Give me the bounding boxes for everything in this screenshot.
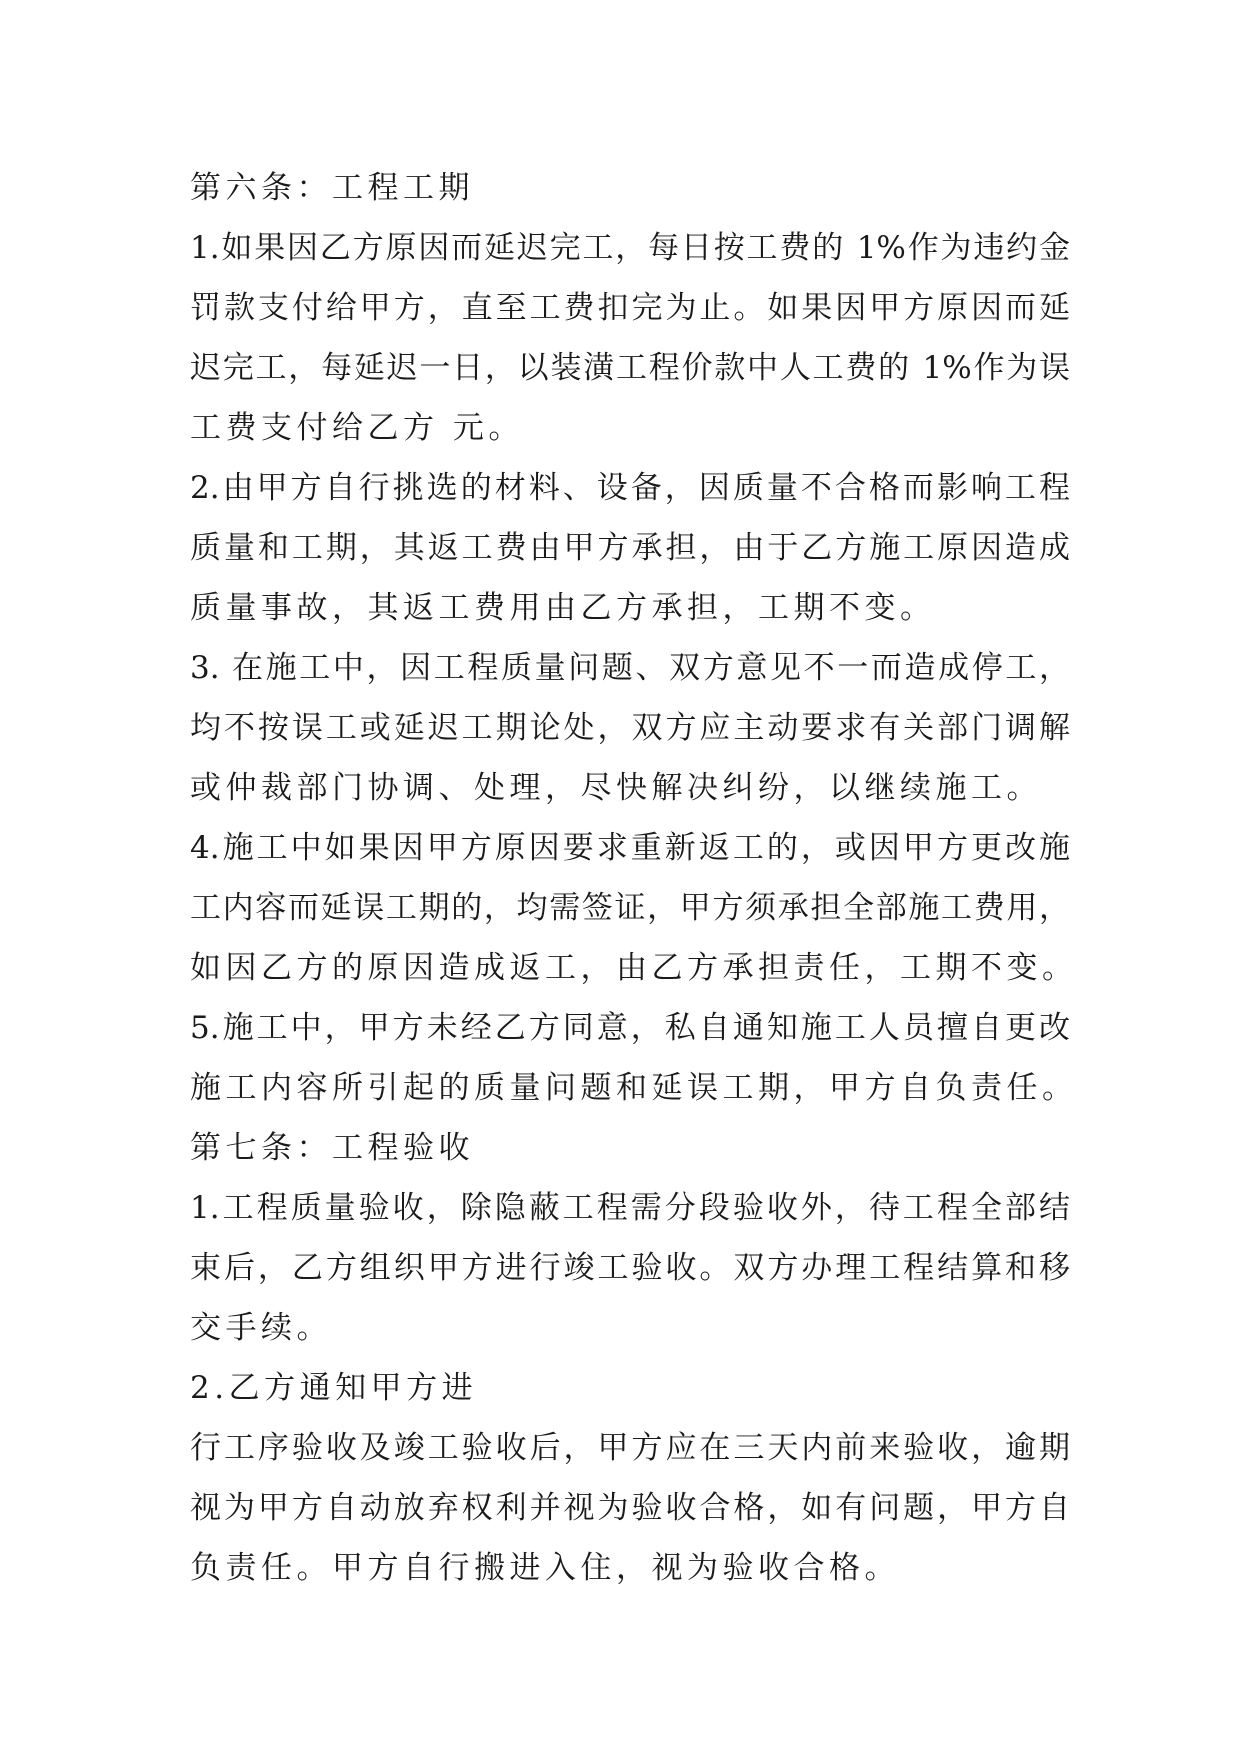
text-line: 负责任。甲方自行搬进入住，视为验收合格。	[190, 1550, 900, 1586]
text-line: 质量事故，其返工费用由乙方承担，工期不变。	[190, 590, 936, 626]
text-line: 行工序验收及竣工验收后，甲方应在三天内前来验收，逾期	[190, 1430, 1070, 1466]
text-line: 束后，乙方组织甲方进行竣工验收。双方办理工程结算和移	[190, 1250, 1070, 1286]
text-line: 4.施工中如果因甲方原因要求重新返工的，或因甲方更改施	[190, 830, 1070, 866]
section-heading-article-7: 第七条：工程验收	[190, 1130, 474, 1166]
section-heading-article-6: 第六条：工程工期	[190, 170, 474, 206]
text-line: 交手续。	[190, 1310, 332, 1346]
text-line: 1.工程质量验收，除隐蔽工程需分段验收外，待工程全部结	[190, 1190, 1070, 1226]
text-line: 迟完工，每延迟一日，以装潢工程价款中人工费的 1%作为误	[190, 350, 1070, 386]
text-line: 或仲裁部门协调、处理，尽快解决纠纷，以继续施工。	[190, 770, 1042, 806]
text-line: 施工内容所引起的质量问题和延误工期，甲方自负责任。	[190, 1070, 1078, 1106]
text-line: 质量和工期，其返工费由甲方承担，由于乙方施工原因造成	[190, 530, 1070, 566]
text-line: 2.乙方通知甲方进	[190, 1370, 478, 1406]
text-line: 1.如果因乙方原因而延迟完工，每日按工费的 1%作为违约金	[190, 230, 1070, 266]
text-line: 工费支付给乙方 元。	[190, 410, 524, 446]
text-line: 3. 在施工中，因工程质量问题、双方意见不一而造成停工，	[190, 650, 1070, 686]
text-line: 罚款支付给甲方，直至工费扣完为止。如果因甲方原因而延	[190, 290, 1070, 326]
text-line: 视为甲方自动放弃权利并视为验收合格，如有问题，甲方自	[190, 1490, 1070, 1526]
contract-text	[190, 158, 1078, 1598]
text-line: 均不按误工或延迟工期论处，双方应主动要求有关部门调解	[190, 710, 1070, 746]
text-line: 5.施工中，甲方未经乙方同意，私自通知施工人员擅自更改	[190, 1010, 1070, 1046]
text-line: 工内容而延误工期的，均需签证，甲方须承担全部施工费用，	[190, 890, 1070, 926]
text-line: 如因乙方的原因造成返工，由乙方承担责任，工期不变。	[190, 950, 1078, 986]
text-line: 2.由甲方自行挑选的材料、设备，因质量不合格而影响工程	[190, 470, 1070, 506]
